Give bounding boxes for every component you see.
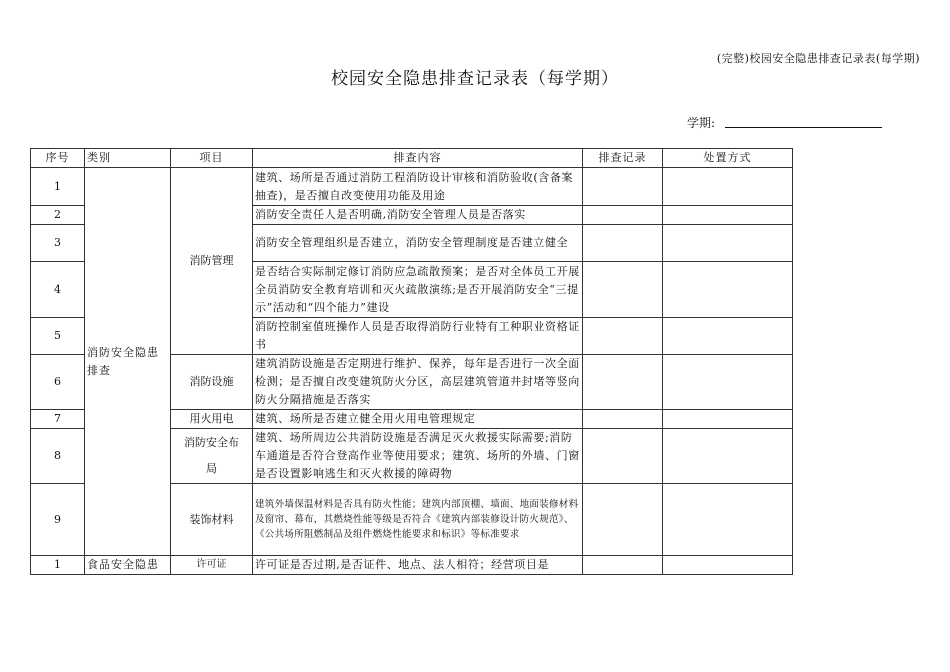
disposal-cell[interactable] bbox=[663, 262, 793, 318]
record-cell[interactable] bbox=[583, 429, 663, 484]
row-content: 消防安全责任人是否明确,消防安全管理人员是否落实 bbox=[253, 206, 583, 225]
term-label: 学期: bbox=[687, 116, 716, 130]
row-content: 消防控制室值班操作人员是否取得消防行业特有工种职业资格证书 bbox=[253, 318, 583, 355]
category-fire: 消防安全隐患排查 bbox=[85, 168, 171, 556]
row-content: 建筑、场所是否建立健全用火用电管理规定 bbox=[253, 410, 583, 429]
project-fire-facilities: 消防设施 bbox=[171, 355, 253, 410]
term-input-line[interactable] bbox=[725, 127, 882, 128]
disposal-cell[interactable] bbox=[663, 318, 793, 355]
project-decoration: 装饰材料 bbox=[171, 484, 253, 556]
row-no: 7 bbox=[31, 410, 85, 429]
row-no: 9 bbox=[31, 484, 85, 556]
category-food: 食品安全隐患 bbox=[85, 556, 171, 575]
row-no: 8 bbox=[31, 429, 85, 484]
project-fire-management: 消防管理 bbox=[171, 168, 253, 355]
row-no: 4 bbox=[31, 262, 85, 318]
project-license: 许可证 bbox=[171, 556, 253, 575]
inspection-table bbox=[30, 148, 793, 575]
disposal-cell[interactable] bbox=[663, 206, 793, 225]
header-record: 排查记录 bbox=[583, 149, 663, 168]
table-header-row bbox=[31, 149, 793, 168]
disposal-cell[interactable] bbox=[663, 168, 793, 206]
row-no: 6 bbox=[31, 355, 85, 410]
disposal-cell[interactable] bbox=[663, 355, 793, 410]
disposal-cell[interactable] bbox=[663, 484, 793, 556]
disposal-cell[interactable] bbox=[663, 410, 793, 429]
header-disposal: 处置方式 bbox=[663, 149, 793, 168]
project-fire-electric: 用火用电 bbox=[171, 410, 253, 429]
record-cell[interactable] bbox=[583, 484, 663, 556]
row-content: 是否结合实际制定修订消防应急疏散预案；是否对全体员工开展全员消防安全教育培训和灭火疏散演练;是否开展消防安全“三提示”活动和“四个能力”建设 bbox=[253, 262, 583, 318]
record-cell[interactable] bbox=[583, 556, 663, 575]
record-cell[interactable] bbox=[583, 355, 663, 410]
record-cell[interactable] bbox=[583, 318, 663, 355]
disposal-cell[interactable] bbox=[663, 429, 793, 484]
row-content: 许可证是否过期,是否证件、地点、法人相符；经营项目是 bbox=[253, 556, 583, 575]
disposal-cell[interactable] bbox=[663, 225, 793, 262]
record-cell[interactable] bbox=[583, 410, 663, 429]
row-content: 建筑、场所周边公共消防设施是否满足灭火救援实际需要;消防车通道是否符合登高作业等使用要求；建筑、场所的外墙、门窗是否设置影响逃生和灭火救援的障碍物 bbox=[253, 429, 583, 484]
record-cell[interactable] bbox=[583, 206, 663, 225]
table-row bbox=[31, 168, 793, 206]
row-no: 5 bbox=[31, 318, 85, 355]
row-no: 2 bbox=[31, 206, 85, 225]
page-title: 校园安全隐患排查记录表（每学期） bbox=[331, 69, 619, 89]
row-no: 1 bbox=[31, 168, 85, 206]
row-content: 建筑外墙保温材料是否具有防火性能；建筑内部顶棚、墙面、地面装修材料及窗帘、幕布，其燃烧性能等级是否符合《建筑内部装修设计防火规范》、《公共场所阻燃制品及组件燃烧性能要求和标识》等标准要求 bbox=[253, 484, 583, 556]
header-category: 类别 bbox=[85, 149, 171, 168]
row-content: 消防安全管理组织是否建立，消防安全管理制度是否建立健全 bbox=[253, 225, 583, 262]
header-note: (完整)校园安全隐患排查记录表(每学期) bbox=[716, 52, 920, 65]
record-cell[interactable] bbox=[583, 262, 663, 318]
project-fire-layout: 消防安全布局 bbox=[171, 429, 253, 484]
header-no: 序号 bbox=[31, 149, 85, 168]
row-content: 建筑、场所是否通过消防工程消防设计审核和消防验收(含备案抽查)，是否擅自改变使用功能及用途 bbox=[253, 168, 583, 206]
disposal-cell[interactable] bbox=[663, 556, 793, 575]
row-no: 3 bbox=[31, 225, 85, 262]
row-content: 建筑消防设施是否定期进行维护、保养，每年是否进行一次全面检测；是否擅自改变建筑防火分区，高层建筑管道井封堵等竖向防火分隔措施是否落实 bbox=[253, 355, 583, 410]
header-project: 项目 bbox=[171, 149, 253, 168]
header-content: 排查内容 bbox=[253, 149, 583, 168]
record-cell[interactable] bbox=[583, 168, 663, 206]
record-cell[interactable] bbox=[583, 225, 663, 262]
table-row bbox=[31, 556, 793, 575]
row-no: 1 bbox=[31, 556, 85, 575]
